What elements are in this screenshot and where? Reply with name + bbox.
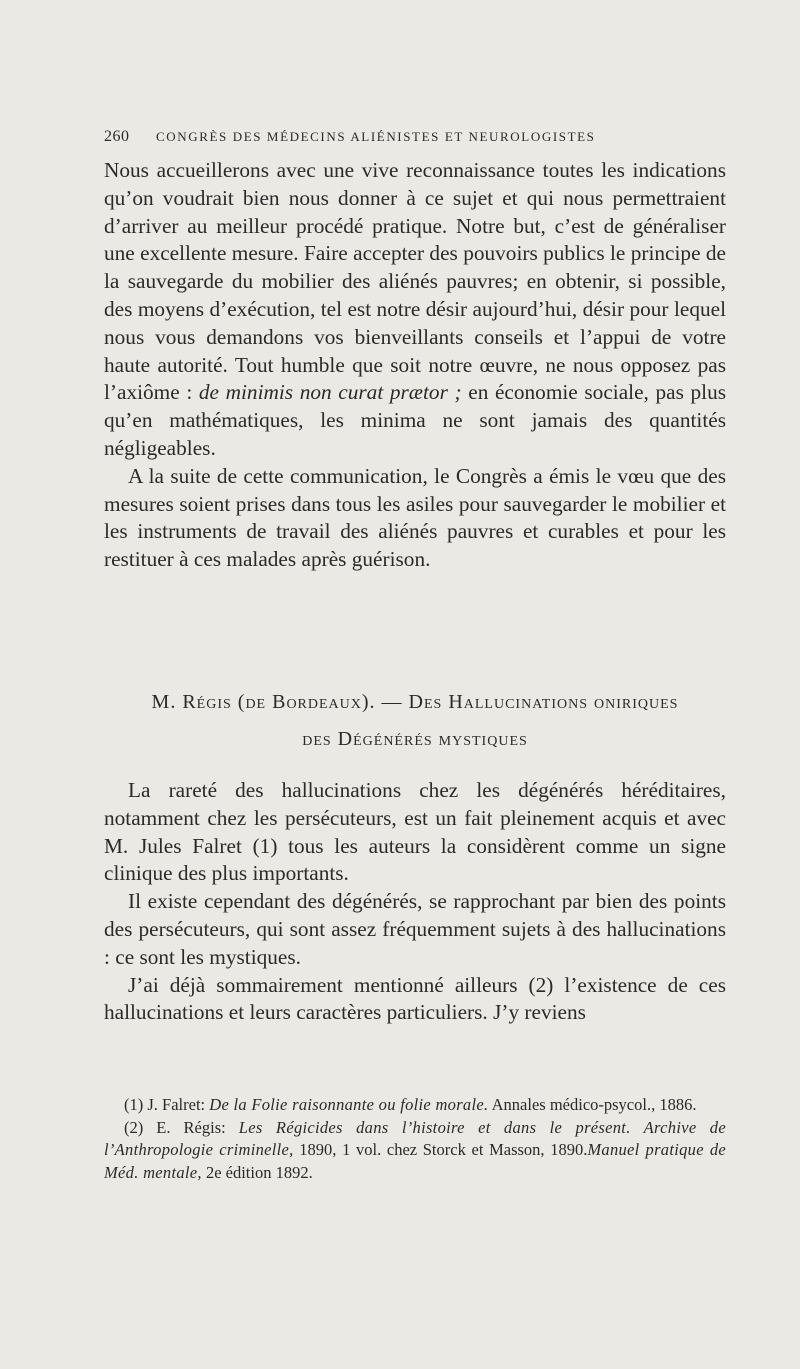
footnote-text: (2) E. Régis: [124,1117,239,1137]
footnote [104,1094,726,1117]
paragraph-text: en économie sociale, pas plus qu’en mathématiques, les minima ne sont jamais des quantités négligeables. [104,380,727,460]
paragraph-text: Nous accueillerons avec une vive reconnaissance toutes les indications qu’on voudrait bien nous donner à ce sujet et qui nous permettraient d’arriver au meilleur procédé pratique. Notre but, c’est de généraliser une excellente mesure. Faire accepter des pouvoirs publics le principe de la sauvegarde du mobilier des aliénés pauvres; en obtenir, si possible, des moyens d’exécution, tel est notre désir aujourd’hui, désir pour lequel nous vous demandons vos bienveillants conseils et l’appui de votre haute autorité. Tout humble que soit notre œuvre, ne nous opposez pas l’axiôme : [104,158,726,405]
footnote [104,1117,726,1185]
paragraph: J’ai déjà sommairement mentionné ailleurs (2) l’existence de ces hallucinations et leurs caractères particuliers. J’y reviens [104,972,726,1025]
text-block-bottom [104,777,726,1027]
text-block-top [104,157,726,574]
section-title-line2 [104,720,726,758]
page-number: 260 [104,128,130,145]
footnote-title: Les Régicides dans l’histoire et dans le présent. Archive de l’Anthropologie criminelle, [104,1117,726,1159]
running-header [104,128,724,146]
footnote-text: Annales médico-psycol., 1886. [488,1095,697,1114]
footnote-text: (1) J. Falret: [124,1095,210,1114]
footnote-title: De la Folie raisonnante ou folie morale. [209,1095,489,1114]
paragraph: A la suite de cette communication, le Congrès a émis le vœu que des mesures soient prises dans tous les asiles pour sauvegarder le mobilier et les instruments de travail des aliénés pauvres et curables et pour les restituer à ces malades après guérison. [104,463,726,572]
footnote-text: 1890, 1 vol. chez Storck et Masson, 1890. [293,1140,588,1159]
paragraph: La rareté des hallucinations chez les dégénérés héréditaires, notamment chez les persécuteurs, est un fait pleinement acquis et avec M. Jules Falret (1) tous les auteurs la considèrent comme un signe clinique des plus importants. [104,778,726,886]
footnotes [104,1094,726,1184]
footnote-title: Manuel pratique de Méd. mentale, [104,1140,726,1182]
running-title: CONGRÈS DES MÉDECINS ALIÉNISTES ET NEUROLOGISTES [156,129,596,144]
section-title-text: M. Régis (de Bordeaux). — Des Hallucinations oniriques [151,691,679,713]
section-title-line1 [104,683,726,721]
section-title-text: des Dégénérés mystiques [302,728,528,750]
paragraph [104,157,726,463]
footnote-text: 2e édition 1892. [201,1162,313,1182]
latin-quote: de minimis non curat prætor ; [198,380,462,405]
paragraph: Il existe cependant des dégénérés, se rapprochant par bien des points des persécuteurs, qui sont assez fréquemment sujets à des hallucinations : ce sont les mystiques. [104,889,726,969]
